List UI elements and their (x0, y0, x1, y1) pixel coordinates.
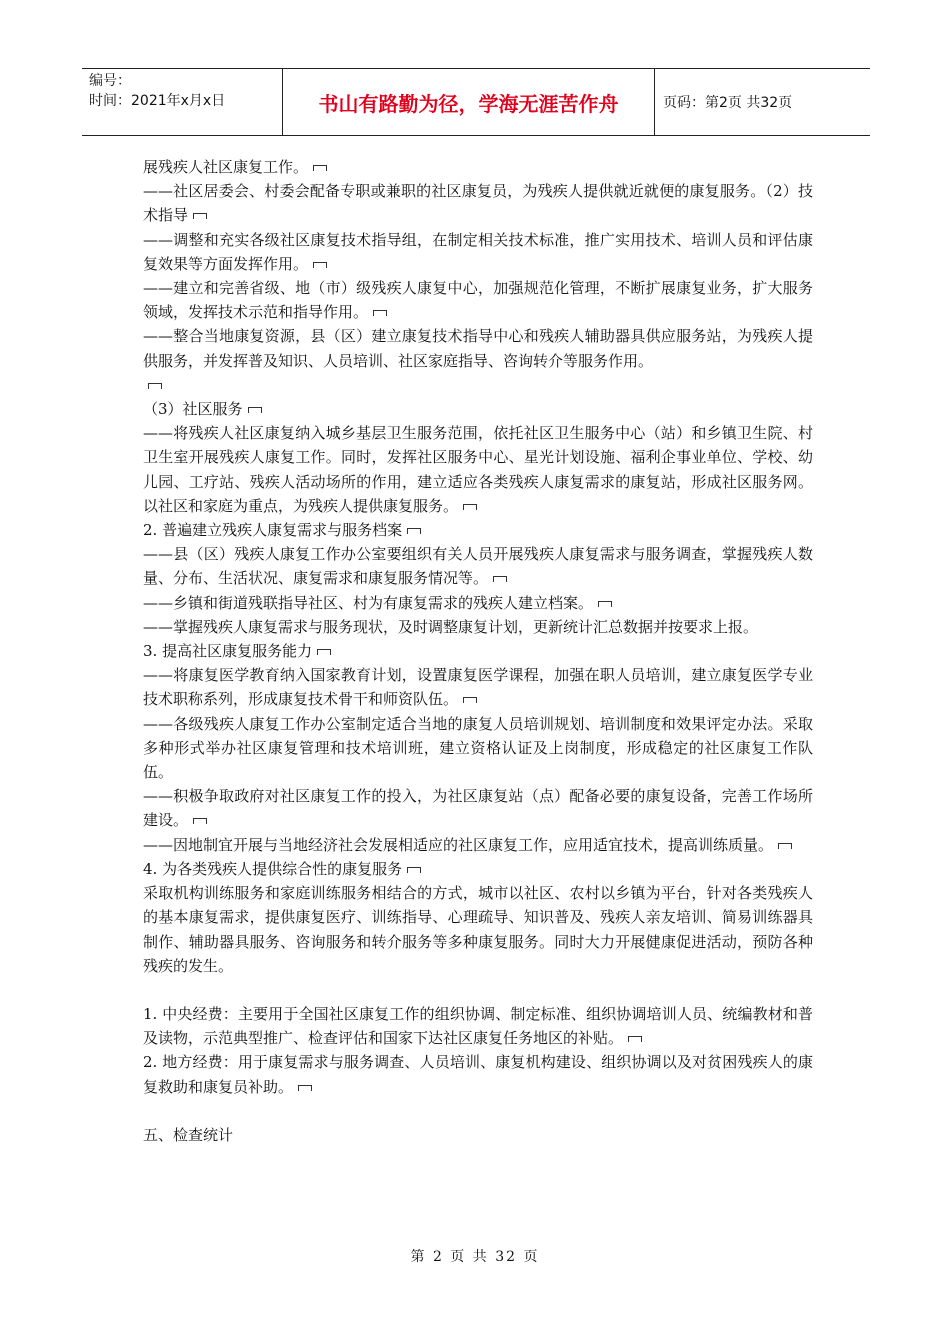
paragraph (143, 1002, 813, 1050)
header-number-label: 编号： (89, 73, 131, 89)
paragraph-text: （3）社区服务 (143, 400, 243, 419)
paragraph (143, 784, 813, 832)
paragraph (143, 615, 813, 639)
paragraph-text: 采取机构训练服务和家庭训练服务相结合的方式，城市以社区、农村以乡镇为平台，针对各类残疾人的基本康复需求，提供康复医疗、训练指导、心理疏导、知识普及、残疾人亲友培训、简易训练器具制作、辅助器具服务、咨询服务和转介服务等多种康复服务。同时大力开展健康促进活动，预防各种残疾的发生。 (143, 884, 813, 975)
paragraph-mark-icon (493, 576, 507, 582)
paragraph-text: ——积极争取政府对社区康复工作的投入，为社区康复站（点）配备必要的康复设备，完善工作场所建设。 (143, 787, 813, 830)
header-time-label: 时间：2021年x月x日 (89, 93, 226, 109)
paragraph-mark-icon (463, 504, 477, 510)
paragraph-text: 4. 为各类残疾人提供综合性的康复服务 (143, 859, 403, 878)
paragraph-text: ——社区居委会、村委会配备专职或兼职的社区康复员，为残疾人提供就近就便的康复服务。（2）技术指导 (143, 182, 813, 225)
paragraph (143, 421, 813, 518)
paragraph-text: ——整合当地康复资源，县（区）建立康复技术指导中心和残疾人辅助器具供应服务站，为残疾人提供服务，并发挥普及知识、人员培训、社区家庭指导、咨询转介等服务作用。 (143, 327, 813, 370)
paragraph (143, 857, 813, 881)
paragraph (143, 155, 813, 179)
page-header (82, 68, 870, 136)
paragraph-text: ——乡镇和街道残联指导社区、村为有康复需求的残疾人建立档案。 (143, 593, 594, 612)
paragraph (143, 833, 813, 857)
page-footer: 第 2 页 共 32 页 (410, 1249, 540, 1265)
paragraph-mark-icon (248, 407, 262, 413)
paragraph (143, 228, 813, 276)
paragraph-text: ——将残疾人社区康复纳入城乡基层卫生服务范围，依托社区卫生服务中心（站）和乡镇卫生院、村卫生室开展残疾人康复工作。同时，发挥社区服务中心、星光计划设施、福利企事业单位、学校、幼儿园、工疗站、残疾人活动场所的作用，建立适应各类残疾人康复需求的康复站，形成社区服务网。以社区和家庭为重点，为残疾人提供康复服务。 (143, 424, 813, 515)
paragraph-mark-icon (407, 867, 421, 873)
section-heading: 五、检查统计 (143, 1125, 234, 1144)
paragraph-mark-icon (313, 165, 327, 171)
paragraph-text: ——县（区）残疾人康复工作办公室要组织有关人员开展残疾人康复需求与服务调查，掌握残疾人数量、分布、生活状况、康复需求和康复服务情况等。 (143, 545, 813, 588)
paragraph-text: ——掌握残疾人康复需求与服务现状，及时调整康复计划，更新统计汇总数据并按要求上报。 (143, 617, 759, 636)
paragraph (143, 1050, 813, 1098)
paragraph-mark-icon (407, 528, 421, 534)
paragraph-mark-icon (373, 310, 387, 316)
paragraph (143, 639, 813, 663)
paragraph (143, 397, 813, 421)
paragraph-text: 2. 地方经费：用于康复需求与服务调查、人员培训、康复机构建设、组织协调以及对贫困残疾人的康复救助和康复员补助。 (143, 1053, 813, 1096)
paragraph-text: ——因地制宜开展与当地经济社会发展相适应的社区康复工作，应用适宜技术，提高训练质量。 (143, 835, 774, 854)
paragraph (143, 542, 813, 590)
paragraph-text: ——调整和充实各级社区康复技术指导组，在制定相关技术标准，推广实用技术、培训人员和评估康复效果等方面发挥作用。 (143, 230, 813, 273)
paragraph-mark-icon (193, 213, 207, 219)
paragraph-text: 展残疾人社区康复工作。 (143, 158, 309, 176)
paragraph-mark-icon (298, 1085, 312, 1091)
paragraph (143, 591, 813, 615)
paragraph (143, 712, 813, 785)
paragraph-list (143, 155, 813, 978)
paragraph (143, 324, 813, 372)
paragraph-text: ——将康复医学教育纳入国家教育计划，设置康复医学课程，加强在职人员培训，建立康复医学专业技术职称系列，形成康复技术骨干和师资队伍。 (143, 666, 813, 709)
paragraph (143, 373, 813, 397)
paragraph-text: 1. 中央经费：主要用于全国社区康复工作的组织协调、制定标准、组织协调培训人员、统编教材和普及读物，示范典型推广、检查评估和国家下达社区康复任务地区的补贴。 (143, 1004, 813, 1048)
paragraph-mark-icon (313, 262, 327, 268)
paragraph (143, 179, 813, 227)
paragraph-mark-icon (148, 383, 162, 389)
paragraph (143, 518, 813, 542)
paragraph-mark-icon (778, 843, 792, 849)
paragraph-text: ——建立和完善省级、地（市）级残疾人康复中心，加强规范化管理，不断扩展康复业务，扩大服务领域，发挥技术示范和指导作用。 (143, 279, 813, 322)
spacer (143, 978, 813, 1002)
paragraph-mark-icon (193, 818, 207, 824)
paragraph-text: 3. 提高社区康复服务能力 (143, 642, 313, 661)
header-page-code: 页码：第2页 共32页 (663, 95, 793, 111)
paragraph-mark-icon (317, 649, 331, 655)
paragraph-mark-icon (463, 697, 477, 703)
paragraph-text: ——各级残疾人康复工作办公室制定适合当地的康复人员培训规划、培训制度和效果评定办法。采取多种形式举办社区康复管理和技术培训班，建立资格认证及上岗制度，形成稳定的社区康复工作队伍。 (143, 714, 813, 782)
funding-list (143, 1002, 813, 1099)
paragraph-mark-icon (598, 601, 612, 607)
header-motto: 书山有路勤为径，学海无涯苦作舟 (283, 69, 655, 135)
paragraph (143, 881, 813, 978)
paragraph (143, 663, 813, 711)
paragraph (143, 276, 813, 324)
spacer (143, 1099, 813, 1123)
paragraph-mark-icon (628, 1036, 642, 1042)
document-body (143, 155, 813, 1147)
paragraph-text: 2. 普遍建立残疾人康复需求与服务档案 (143, 521, 403, 540)
header-meta (82, 69, 283, 135)
